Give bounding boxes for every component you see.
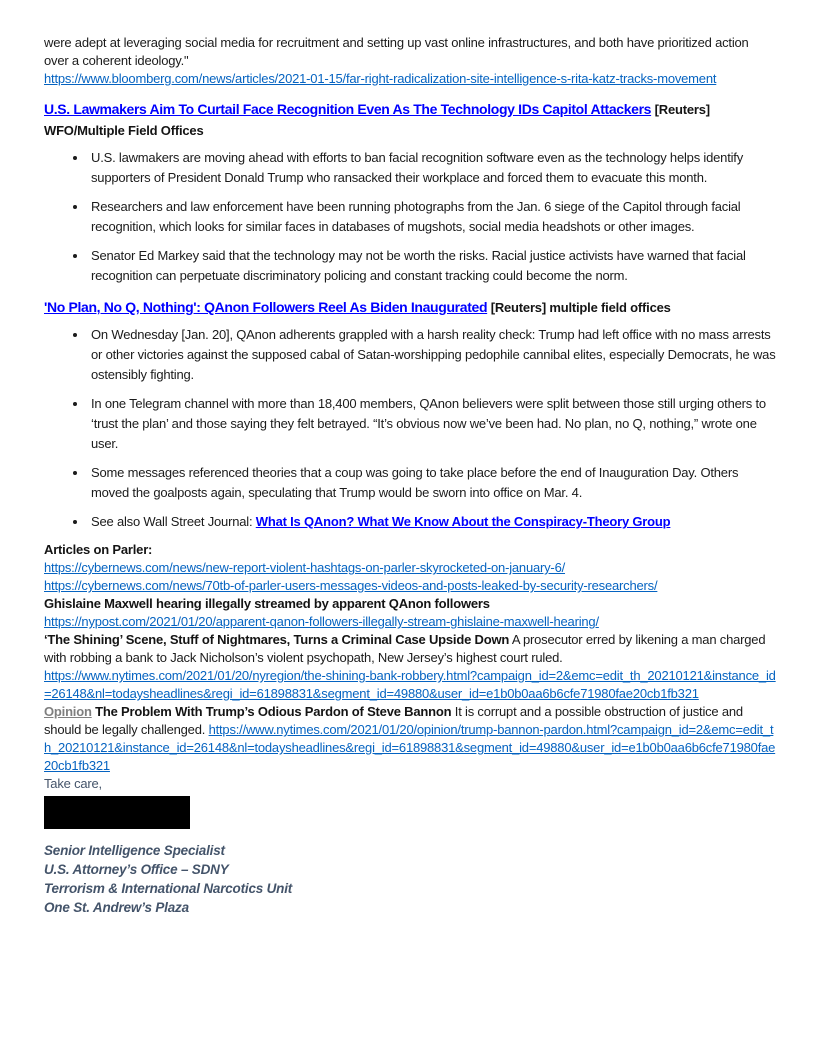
signature-address: One St. Andrew’s Plaza — [44, 900, 189, 915]
opinion-title: The Problem With Trump’s Odious Pardon of Steve Bannon — [95, 704, 452, 719]
nytimes-opinion-link[interactable]: https://www.nytimes.com/2021/01/20/opinion/trump-bannon-pardon.html?campaign_id=2&emc=edit_th_20210121&instance_id=26148&nl=todaysheadlines&regi_id=61898831&segment_id=49880&user_id=e1b0b0aa6b6cfe71980fae20cb1fb321 — [44, 722, 776, 773]
wsj-qanon-explainer-link[interactable]: What Is QAnon? What We Know About the Conspiracy-Theory Group — [255, 514, 671, 529]
parler-heading: Articles on Parler: — [44, 542, 153, 557]
bullet-item: • Researchers and law enforcement have been running photographs from the Jan. 6 siege of the Capitol through facial recognition, which looks for similar faces in databases of mugshots, social media headshots or other images. — [88, 197, 776, 237]
headline-face-recognition — [44, 99, 776, 141]
closing-text: Take care, — [44, 776, 102, 791]
shining-paragraph — [44, 631, 776, 667]
see-also-prefix: See also Wall Street Journal: — [91, 514, 256, 529]
signature-office: U.S. Attorney’s Office – SDNY — [44, 862, 229, 877]
bullet-item: • On Wednesday [Jan. 20], QAnon adherents grappled with a harsh reality check: Trump had left office with no mass arrests or other victories against the supposed cabal of Satan-worshipping pedophile cannibal elites, especially Democrats, he was ostensibly fighting. — [88, 325, 776, 385]
opinion-summary: It is corrupt and a possible obstruction of justice and should be legally challenged. — [44, 704, 743, 737]
bullet-item: • Senator Ed Markey said that the technology may not be worth the risks. Racial justice activists have warned that facial recognition can perpetuate discriminatory policing and constant tracking could become the norm. — [88, 246, 776, 286]
face-recognition-bullet-list — [44, 148, 776, 286]
opinion-label-link[interactable]: Opinion — [44, 704, 92, 719]
shining-title: ‘The Shining’ Scene, Stuff of Nightmares, Turns a Criminal Case Upside Down — [44, 632, 510, 647]
headline-qanon — [44, 297, 776, 318]
signature-unit: Terrorism & International Narcotics Unit — [44, 881, 293, 896]
bullet-item: • Some messages referenced theories that a coup was going to take place before the end of Inauguration Day. Others moved the goalposts again, speculating that Trump would be sworn into office on Mar. 4. — [88, 463, 776, 503]
nytimes-shining-link[interactable]: https://www.nytimes.com/2021/01/20/nyregion/the-shining-bank-robbery.html?campaign_id=2&emc=edit_th_20210121&instance_id=26148&nl=todaysheadlines&regi_id=61898831&segment_id=49880&user_id=e1b0b0aa6b6cfe71980fae20cb1fb321 — [44, 668, 776, 701]
maxwell-heading: Ghislaine Maxwell hearing illegally streamed by apparent QAnon followers — [44, 596, 490, 611]
bullet-item: • In one Telegram channel with more than 18,400 members, QAnon believers were split between those still urging others to ‘trust the plan’ and those saying they felt betrayed. “It’s obvious now we’ve been had. No plan, no Q, nothing,” wrote one user. — [88, 394, 776, 454]
bullet-item-see-also — [88, 512, 776, 532]
bloomberg-article-link[interactable]: https://www.bloomberg.com/news/articles/2021-01-15/far-right-radicalization-site-intelligence-s-rita-katz-tracks-movement — [44, 71, 717, 86]
qanon-bullet-list — [44, 325, 776, 532]
shining-summary: A prosecutor erred by likening a man charged with robbing a bank to Jack Nicholson’s violent psychopath, New Jersey’s highest court ruled. — [44, 632, 766, 665]
qanon-headline-link[interactable]: 'No Plan, No Q, Nothing': QAnon Followers Reel As Biden Inaugurated — [44, 299, 488, 315]
signature-job-title: Senior Intelligence Specialist — [44, 843, 225, 858]
nypost-maxwell-link[interactable]: https://nypost.com/2021/01/20/apparent-qanon-followers-illegally-stream-ghislaine-maxwell-hearing/ — [44, 614, 599, 629]
signature-block — [44, 841, 776, 917]
cybernews-leak-link[interactable]: https://cybernews.com/news/70tb-of-parler-users-messages-videos-and-posts-leaked-by-security-researchers/ — [44, 578, 658, 593]
redacted-name-box — [44, 796, 190, 829]
cybernews-hashtags-link[interactable]: https://cybernews.com/news/new-report-violent-hashtags-on-parler-skyrocketed-on-january-6/ — [44, 560, 566, 575]
headline-source-tag: [Reuters] multiple field offices — [490, 300, 671, 315]
headline-field-offices: WFO/Multiple Field Offices — [44, 123, 204, 138]
face-recognition-headline-link[interactable]: U.S. Lawmakers Aim To Curtail Face Recognition Even As The Technology IDs Capitol Attackers — [44, 101, 652, 117]
links-section — [44, 541, 776, 793]
opinion-paragraph — [44, 703, 776, 775]
bullet-item: • U.S. lawmakers are moving ahead with efforts to ban facial recognition software even as the technology helps identify supporters of President Donald Trump who ransacked their workplace and forced them to evacuate this month. — [88, 148, 776, 188]
headline-source-tag: [Reuters] — [654, 102, 710, 117]
intro-paragraph: were adept at leveraging social media for recruitment and setting up vast online infrastructures, and both have prioritized action over a coherent ideology." — [44, 35, 749, 68]
